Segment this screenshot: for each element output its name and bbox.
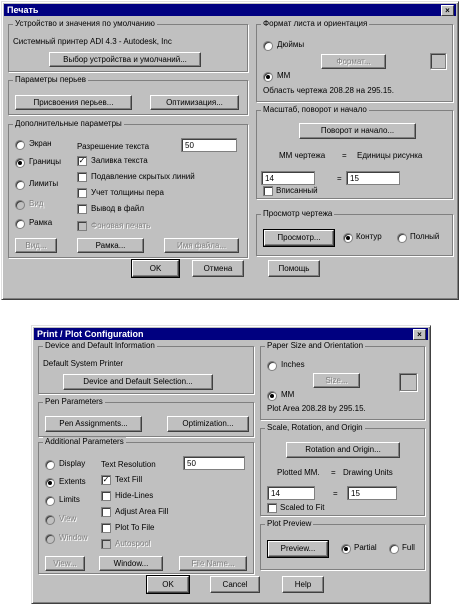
- resolution-input[interactable]: 50: [181, 138, 237, 152]
- group-title: Масштаб, поворот и начало: [263, 105, 367, 114]
- ok-button[interactable]: OK: [132, 260, 179, 277]
- pen-assignments-button[interactable]: Присвоения перьев...: [15, 95, 132, 110]
- radio-extents[interactable]: [15, 158, 25, 168]
- radio-limits-label: Лимиты: [29, 179, 59, 188]
- units-input[interactable]: 15: [347, 486, 397, 500]
- ok-button[interactable]: OK: [147, 576, 189, 593]
- radio-extents-label: Границы: [29, 157, 61, 166]
- file-name-button[interactable]: Имя файла...: [164, 238, 239, 253]
- checkbox-plot-to-file-label: Plot To File: [115, 523, 155, 532]
- radio-full[interactable]: [397, 233, 407, 243]
- plotted-input[interactable]: 14: [261, 171, 315, 185]
- plot-area-text: Область чертежа 208.28 на 295.15.: [263, 86, 394, 95]
- radio-display[interactable]: [45, 460, 55, 470]
- checkbox-hide-lines-label: Hide-Lines: [115, 491, 154, 500]
- group-title: Device and Default Information: [45, 341, 155, 350]
- radio-window[interactable]: [45, 534, 55, 544]
- scale-group: [260, 423, 425, 516]
- preview-button[interactable]: Просмотр...: [264, 230, 334, 246]
- resolution-label: Text Resolution: [101, 460, 156, 469]
- radio-limits[interactable]: [45, 496, 55, 506]
- device-group: [8, 19, 248, 72]
- window-button[interactable]: Рамка...: [77, 238, 144, 253]
- radio-view[interactable]: [15, 200, 25, 210]
- paper-group: [256, 19, 453, 102]
- checkbox-adjust-area-label: Учет толщины пера: [91, 188, 164, 197]
- dialog-title: Печать: [7, 5, 39, 15]
- radio-window-label: Рамка: [29, 218, 53, 227]
- checkbox-adjust-area[interactable]: [101, 507, 111, 517]
- radio-display[interactable]: [15, 140, 25, 150]
- radio-full[interactable]: [389, 544, 399, 554]
- cancel-button[interactable]: Отмена: [192, 260, 244, 277]
- checkbox-scaled-to-fit[interactable]: [263, 186, 273, 196]
- radio-inches-label: Inches: [281, 360, 305, 369]
- radio-limits[interactable]: [15, 180, 25, 190]
- print-dialog-en: [31, 325, 431, 604]
- checkbox-autospool-label: Фоновая печать: [91, 221, 151, 230]
- checkbox-autospool-label: Autospool: [115, 539, 151, 548]
- radio-display-label: Экран: [29, 139, 52, 148]
- equals-sign: =: [337, 174, 342, 183]
- group-title: Дополнительные параметры: [15, 119, 122, 128]
- radio-inches[interactable]: [263, 41, 273, 51]
- dialog-title: Print / Plot Configuration: [37, 329, 144, 339]
- print-dialog-ru: [1, 1, 459, 300]
- checkbox-text-fill-label: Text Fill: [115, 475, 143, 484]
- view-button[interactable]: Вид...: [15, 238, 57, 253]
- optimization-button[interactable]: Optimization...: [167, 416, 249, 432]
- group-title: Additional Parameters: [45, 437, 124, 446]
- group-title: Paper Size and Orientation: [267, 341, 364, 350]
- radio-extents-label: Extents: [59, 477, 86, 486]
- printer-name: Системный принтер ADI 4.3 - Autodesk, Inc: [13, 37, 172, 46]
- pen-group: [38, 397, 254, 437]
- radio-inches-label: Дюймы: [277, 40, 305, 49]
- radio-view-label: View: [59, 514, 77, 523]
- device-selection-button[interactable]: Выбор устройства и умолчаний...: [49, 52, 201, 67]
- view-button[interactable]: View...: [45, 556, 85, 571]
- group-title: Pen Parameters: [45, 397, 103, 406]
- preview-group: [256, 209, 453, 256]
- window-button[interactable]: Window...: [99, 556, 163, 571]
- size-button[interactable]: Size...: [313, 373, 360, 388]
- scale-group: [256, 105, 453, 199]
- group-title: Scale, Rotation, and Origin: [267, 423, 363, 432]
- checkbox-plot-to-file-label: Вывод в файл: [91, 204, 145, 213]
- plotted-input[interactable]: 14: [267, 486, 315, 500]
- orientation-preview: [430, 53, 446, 69]
- resolution-input[interactable]: 50: [183, 456, 245, 470]
- radio-mm-label: MM: [281, 390, 295, 399]
- orientation-preview: [399, 373, 417, 391]
- cancel-button[interactable]: Cancel: [210, 576, 260, 593]
- pen-assignments-button[interactable]: Pen Assignments...: [45, 416, 142, 432]
- rotation-origin-button[interactable]: Rotation and Origin...: [286, 442, 400, 458]
- title-bar-en: [34, 328, 428, 340]
- title-bar-ru: [4, 4, 456, 16]
- radio-mm-label: ММ: [277, 71, 291, 80]
- radio-full-label: Полный: [410, 232, 440, 241]
- preview-group: [260, 519, 425, 570]
- file-name-button[interactable]: File Name...: [179, 556, 247, 571]
- preview-button[interactable]: Preview...: [268, 541, 328, 557]
- radio-mm[interactable]: [263, 72, 273, 82]
- close-icon[interactable]: ×: [413, 329, 426, 340]
- units-label: Drawing Units: [343, 468, 393, 477]
- additional-group: [38, 437, 254, 574]
- additional-group: [8, 119, 248, 258]
- radio-partial[interactable]: [343, 233, 353, 243]
- checkbox-scaled-to-fit-label: Scaled to Fit: [280, 503, 325, 512]
- rotation-origin-button[interactable]: Поворот и начало...: [299, 123, 416, 139]
- radio-view[interactable]: [45, 515, 55, 525]
- plotted-label: Plotted MM.: [277, 468, 320, 477]
- units-input[interactable]: 15: [346, 171, 400, 185]
- checkbox-autospool[interactable]: [101, 539, 111, 549]
- group-title: Устройство и значения по умолчанию: [15, 19, 155, 28]
- equals-label: =: [331, 468, 336, 477]
- size-button[interactable]: Формат...: [321, 54, 386, 69]
- radio-inches[interactable]: [267, 361, 277, 371]
- checkbox-autospool[interactable]: [77, 221, 87, 231]
- checkbox-text-fill[interactable]: ✓: [102, 475, 110, 484]
- checkbox-hide-lines[interactable]: [101, 491, 111, 501]
- checkbox-text-fill[interactable]: ✓: [78, 156, 86, 165]
- equals-sign: =: [333, 489, 338, 498]
- radio-partial[interactable]: [341, 544, 351, 554]
- resolution-label: Разрешение текста: [77, 142, 150, 151]
- radio-extents[interactable]: [45, 478, 55, 488]
- checkbox-scaled-to-fit[interactable]: [267, 503, 277, 513]
- paper-group: [260, 341, 425, 420]
- radio-display-label: Display: [59, 459, 86, 468]
- group-title: Plot Preview: [267, 519, 312, 528]
- radio-window[interactable]: [15, 219, 25, 229]
- checkbox-hide-lines[interactable]: [77, 172, 87, 182]
- checkbox-plot-to-file[interactable]: [77, 204, 87, 214]
- radio-mm[interactable]: [267, 391, 277, 401]
- close-icon[interactable]: ×: [441, 5, 454, 16]
- radio-full-label: Full: [402, 543, 415, 552]
- radio-view-label: Вид: [29, 199, 44, 208]
- radio-window-label: Window: [59, 533, 88, 542]
- checkbox-text-fill-label: Заливка текста: [91, 156, 148, 165]
- checkbox-scaled-to-fit-label: Вписанный: [276, 186, 318, 195]
- device-selection-button[interactable]: Device and Default Selection...: [63, 374, 213, 390]
- group-title: Просмотр чертежа: [263, 209, 333, 218]
- checkbox-plot-to-file[interactable]: [101, 523, 111, 533]
- group-title: Параметры перьев: [15, 75, 86, 84]
- radio-partial-label: Partial: [354, 543, 377, 552]
- radio-partial-label: Контур: [356, 232, 382, 241]
- pen-group: [8, 75, 248, 115]
- optimization-button[interactable]: Оптимизация...: [150, 95, 239, 110]
- printer-name: Default System Printer: [43, 359, 124, 368]
- checkbox-hide-lines-label: Подавление скрытых линий: [91, 172, 195, 181]
- units-label: Единицы рисунка: [357, 151, 423, 160]
- plot-area-text: Plot Area 208.28 by 295.15.: [267, 404, 366, 413]
- help-button[interactable]: Help: [282, 576, 324, 593]
- plotted-label: ММ чертежа: [279, 151, 326, 160]
- checkbox-adjust-area-label: Adjust Area Fill: [115, 507, 169, 516]
- device-group: [38, 341, 254, 394]
- group-title: Формат листа и ориентация: [263, 19, 368, 28]
- radio-limits-label: Limits: [59, 495, 80, 504]
- checkbox-adjust-area[interactable]: [77, 188, 87, 198]
- equals-label: =: [342, 151, 347, 160]
- help-button[interactable]: Помощь: [268, 260, 320, 277]
